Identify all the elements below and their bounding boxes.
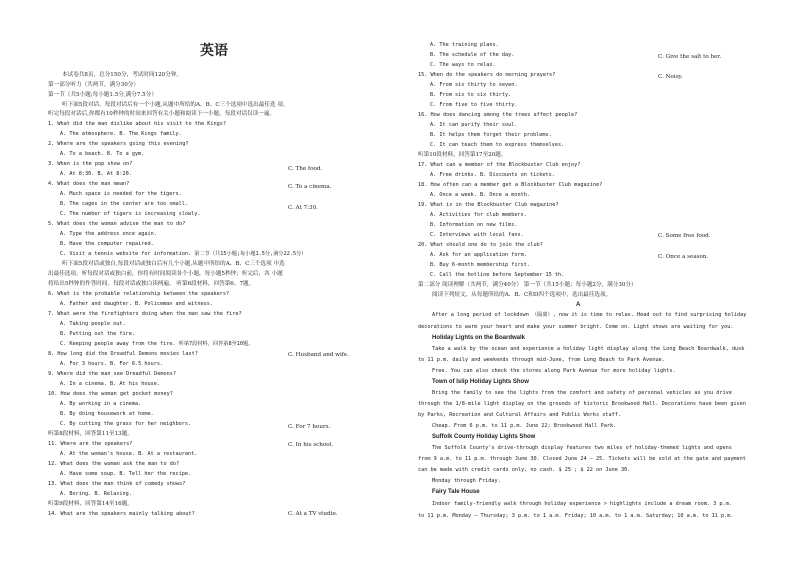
passage-line: to 11 p.m. daily and weekends through mid-June, from Long Beach to Park Avenue. [418, 357, 665, 363]
passage-line: decorations to warm your heart and make your summer bright. Come on. Light shows are waiting for you. [418, 324, 734, 330]
passage-line: Indoor family-friendly walk through holiday experience > highlights include a dream room. 3 p.m. [432, 501, 732, 507]
text-line: 19. What is in the Blockbuster Club magazine? [418, 202, 559, 208]
text-line: 11. Where are the speakers? [48, 441, 133, 447]
option-c: C. Once a season. [658, 254, 709, 260]
text-line: 5. What does the woman advise the man to do? [48, 221, 186, 227]
passage-line: from 9 a.m. to 11 p.m. through June 30. Closed June 24 — 25. Tickets will be sold at the gate and payment [418, 456, 746, 462]
text-line: 第二部分 阅读理解（共两节，满分40分） 第一节（共15小题；每小题2分，满分30分） [418, 282, 637, 288]
text-line: 17. What can a member of the Blockbuster Club enjoy? [418, 162, 581, 168]
text-line: 出最佳选项。听每段对话或独白前，你将有时间阅读各个小题，每小题5秒钟；听完后，各 小题 [48, 271, 283, 277]
text-line: A. Taking people out. [60, 321, 126, 327]
text-line: A. Have some soup. B. Tell her the recipe. [60, 471, 192, 477]
text-line: A. Much space is needed for the tigers. [60, 191, 182, 197]
text-line: A. It can purify their soul. [430, 122, 518, 128]
text-line: 6. What is the probable relationship between the speakers? [48, 291, 230, 297]
text-line: C. Visit a tennis website for information. 第二节（共15小题;每小题1.5分,满分22.5分） [60, 251, 307, 257]
option-c: C. At a TV studio. [288, 511, 338, 517]
text-line: B. Information on new films. [430, 222, 518, 228]
text-line: B. The cages in the center are too small. [60, 201, 189, 207]
passage-line: Monday through Friday. [432, 478, 501, 484]
passage-line: by Parks, Recreation and Cultural Affairs and Public Works staff. [418, 412, 622, 418]
text-line: 将给出5秒钟的作答时间。每段对话或独白读两遍。 听第6段材料，回答第6、7题。 [48, 281, 255, 287]
text-line: B. Have the computer repaired. [60, 241, 154, 247]
text-line: 听第10段材料，回答第17至20题。 [418, 152, 507, 158]
passage-line: Cheap. From 6 p.m. to 11 p.m. June 22; Brookwood Hall Park. [432, 423, 617, 429]
text-line: 13. What does the man think of comedy shows? [48, 481, 186, 487]
text-line: C. From five to five thirty. [430, 102, 518, 108]
text-line: 14. What are the speakers mainly talking about? [48, 511, 195, 517]
text-line: 本试卷共8页，总分150分，考试时间120分钟。 [62, 72, 183, 78]
text-line: 1. What did the man dislike about his visit to the Kings? [48, 121, 227, 127]
text-line: C. The ways to relax. [430, 62, 496, 68]
passage-line: Free. You can also check the stores along Park Avenue for more holiday lights. [432, 368, 676, 374]
text-line: A. From six thirty to seven. [430, 82, 518, 88]
text-line: B. The schedule of the day. [430, 52, 515, 58]
text-line: A. Activities for club members. [430, 212, 527, 218]
text-line: 8. How long did the Dreadful Demons movies last? [48, 351, 198, 357]
text-line: 20. What should one do to join the club? [418, 242, 543, 248]
text-line: A. At the woman's house. B. At a restaurant. [60, 451, 198, 457]
event-heading: Town of Islip Holiday Lights Show [432, 379, 529, 385]
text-line: A. By working in a cinema. [60, 401, 142, 407]
option-c: C. Give the salt to her. [658, 54, 722, 60]
text-line: A. Free drinks. B. Discounts on tickets. [430, 172, 555, 178]
text-line: 听完每段对话后,你都有10秒钟的时间来回答有关小题和阅读下一小题。每段对话仅读一遍。 [48, 111, 276, 117]
text-line: A. The atmosphere. B. The Kings family. [60, 131, 182, 137]
passage-line: The Suffolk County's drive-through display features two miles of holiday-themed lights and opens [432, 445, 732, 451]
text-line: 听下面5段对话或独白,每段对话或独白后有几个小题,从题中所给的A、B、C三个选项 中选 [62, 261, 285, 267]
text-line: B. Buy 6-month membership first. [430, 262, 530, 268]
option-c: C. To a cinema. [288, 184, 332, 190]
event-heading: Holiday Lights on the Boardwalk [432, 335, 526, 341]
text-line: B. Putting out the fire. [60, 331, 135, 337]
text-line: 阅读下列短文，从每题所给的A、B、C和D四个选项中，选出最佳选项。 [432, 292, 612, 298]
text-line: A. Once a week. B. Once a month. [430, 192, 530, 198]
option-c: C. Husband and wife. [288, 352, 349, 358]
option-c: C. Some free food. [658, 233, 711, 239]
text-line: 听第8段材料，回答第11至13题。 [48, 431, 133, 437]
text-line: A. Boring. B. Relaxing. [60, 491, 132, 497]
text-line: C. Call the hotline before September 15 th. [430, 272, 565, 278]
event-heading: Suffolk County Holiday Lights Show [432, 434, 536, 440]
page-title: 英语 [200, 43, 228, 59]
text-line: 18. How often can a member get a Blockbuster Club magazine? [418, 182, 603, 188]
text-line: A. The training plans. [430, 42, 499, 48]
option-c: C. At 7:30. [288, 205, 318, 211]
text-line: B. By doing housework at home. [60, 411, 154, 417]
text-line: 2. Where are the speakers going this evening? [48, 141, 189, 147]
text-line: A. Type the address once again. [60, 231, 157, 237]
text-line: B. From six to six thirty. [430, 92, 512, 98]
passage-line: Take a walk by the ocean and experience a holiday light display along the Long Beach Boardwalk, dusk [432, 346, 745, 352]
event-heading: Fairy Tale House [432, 489, 480, 495]
text-line: 12. What does the woman ask the man to do? [48, 461, 180, 467]
passage-line: Bring the family to see the lights from the comfort and safety of personal vehicles as you drive [432, 390, 732, 396]
passage-line: through the 1/8-mile light display on the grounds of historic Brookwood Hall. Decorations have been given [418, 401, 746, 407]
passage-line: After a long period of lockdown （隔离）, now it is time to relax. Head out to find surprising holiday [432, 312, 747, 318]
text-line: A. To a beach. B. To a gym. [60, 151, 145, 157]
text-line: 第一部分听力（共两节，满分30分） [48, 82, 140, 88]
text-line: 16. How does dancing among the trees affect people? [418, 112, 578, 118]
text-line: A. At 8:30. B. At 8:20. [60, 171, 132, 177]
text-line: 第一节（共5小题;每小题1.5分,满分7.5分） [48, 92, 157, 98]
text-line: 3. When is the pop show on? [48, 161, 133, 167]
text-line: 15. When do the speakers do morning prayers? [418, 72, 556, 78]
text-line: C. Interviews with local fans. [430, 232, 524, 238]
text-line: A. For 3 hours. B. For 6.5 hours. [60, 361, 164, 367]
text-line: A. Ask for an application form. [430, 252, 527, 258]
text-line: 10. How does the woman get pocket money? [48, 391, 173, 397]
text-line: A. In a cinema. B. At his house. [60, 381, 160, 387]
passage-line: can be made with credit cards only, no cash. $ 25 ; $ 22 on June 30. [418, 467, 631, 473]
text-line: C. The number of tigers is increasing slowly. [60, 211, 201, 217]
text-line: B. It helps them forget their problems. [430, 132, 552, 138]
text-line: 4. What does the man mean? [48, 181, 130, 187]
option-c: C. The food. [288, 166, 323, 172]
text-line: A. Father and daughter. B. Policeman and witness. [60, 301, 214, 307]
text-line: 7. What were the firefighters doing when the man saw the fire? [48, 311, 242, 317]
option-c: C. Noisy. [658, 74, 683, 80]
option-c: C. For 7 hours. [288, 424, 331, 430]
text-line: 听第9段材料，回答第14至16题。 [48, 501, 133, 507]
text-line: C. It can teach them to express themselves. [430, 142, 565, 148]
passage-line: to 11 p.m. Monday — Thursday; 3 p.m. to 1 a.m. Friday; 10 a.m. to 1 a.m. Saturday; 10 a.m. to 11 p.m. [418, 513, 734, 519]
text-line: C. By cutting the grass for her neighbors. [60, 421, 192, 427]
text-line: 9. Where did the man see Dreadful Demons? [48, 371, 177, 377]
option-c: C. In his school. [288, 442, 334, 448]
section-a-label: A [576, 302, 581, 308]
text-line: 听下面5段对话。每段对话后有一个小题,从题中所给的A、B、C三个选项中选出最佳选 项。 [62, 102, 289, 108]
text-line: C. Keeping people away from the fire. 听第7段材料，回答第8至10题。 [60, 341, 254, 347]
